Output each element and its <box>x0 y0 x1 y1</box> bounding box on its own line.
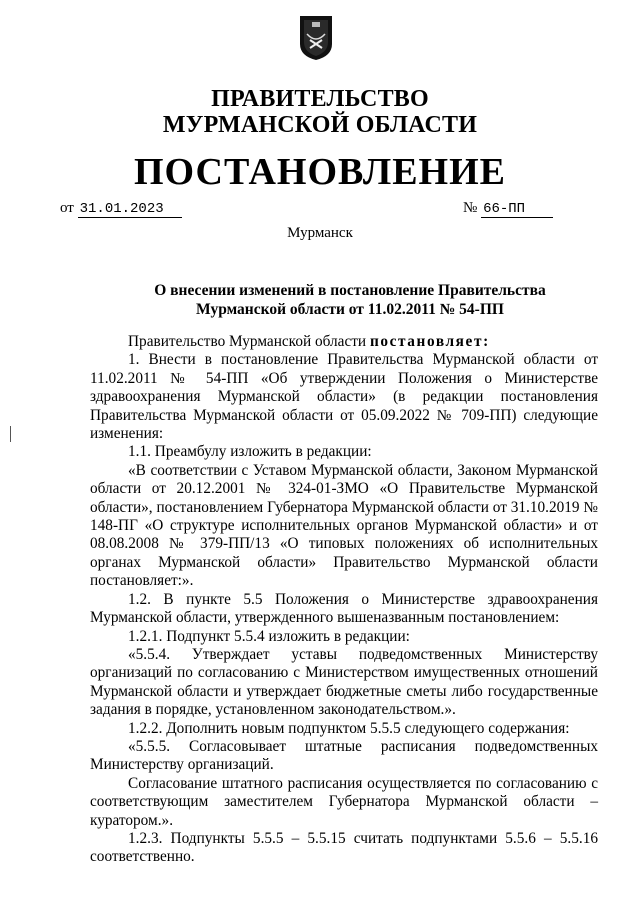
document-body <box>90 333 598 867</box>
date-prefix: от <box>60 200 74 216</box>
paragraph-1-2-2-quote: «5.5.5. Согласовывает штатные расписания подведомственных Министерству организаций. <box>90 737 598 774</box>
paragraph-1-2-3: 1.2.3. Подпункты 5.5.5 – 5.5.15 считать подпунктами 5.5.6 – 5.5.16 соответственно. <box>90 829 598 866</box>
number-prefix: № <box>463 200 478 216</box>
number-value: 66-ПП <box>481 201 553 218</box>
margin-mark <box>10 426 11 442</box>
document-number <box>463 200 553 217</box>
paragraph-1-2-1: 1.2.1. Подпункт 5.5.4 изложить в редакции: <box>128 627 410 645</box>
government-name-line1: ПРАВИТЕЛЬСТВО <box>211 86 429 112</box>
date-value: 31.01.2023 <box>78 201 182 218</box>
paragraph-1-2-2: 1.2.2. Дополнить новым подпунктом 5.5.5 следующего содержания: <box>128 719 570 737</box>
paragraph-1-2: 1.2. В пункте 5.5 Положения о Министерстве здравоохранения Мурманской области, утвержденного вышеназванным постановлением: <box>90 590 598 627</box>
city-name: Мурманск <box>287 225 353 241</box>
paragraph-1: 1. Внести в постановление Правительства Мурманской области от 11.02.2011 № 54-ПП «Об утверждении Положения о Министерстве здравоохранения Мурманской области» (в редакции постановления Правительства Мурманской области от 05.09.2022 № 709-ПП) следующие изменения: <box>90 351 598 443</box>
subject-line2: Мурманской области от 11.02.2011 № 54-ПП <box>196 301 504 318</box>
intro-paragraph: Правительство Мурманской области постановляет: <box>128 333 489 350</box>
paragraph-1-1-quote: «В соответствии с Уставом Мурманской области, Законом Мурманской области от 20.12.2001 № 324-01-ЗМО «О Правительстве Мурманской области», постановлением Губернатора Мурманской области от 31.10.2019 № 148-ПГ «О структуре исполнительных органов Мурманской области» и от 08.08.2008 № 379-ПП/13 «О типовых положениях об исполнительных органах Мурманской области» Правительство Мурманской области постановляет:». <box>90 461 598 590</box>
subject-line1: О внесении изменений в постановление Правительства <box>154 282 546 299</box>
coat-of-arms-icon <box>298 14 334 62</box>
government-name-line2: МУРМАНСКОЙ ОБЛАСТИ <box>162 112 478 138</box>
document-type-title: ПОСТАНОВЛЕНИЕ <box>133 151 507 193</box>
paragraph-1-2-1-quote: «5.5.4. Утверждает уставы подведомственных Министерству организаций по согласованию с Министерством имущественных отношений Мурманской области и утверждает бюджетные сметы либо государственные задания в порядке, установленном законодательством.». <box>90 645 598 719</box>
paragraph-1-1: 1.1. Преамбулу изложить в редакции: <box>128 443 372 461</box>
document-date <box>60 200 182 217</box>
paragraph-1-2-2-quote-2: Согласование штатного расписания осуществляется по согласованию с соответствующим заместителем Губернатора Мурманской области – куратором.». <box>90 774 598 829</box>
resolution-keyword: постановляет <box>369 333 484 350</box>
